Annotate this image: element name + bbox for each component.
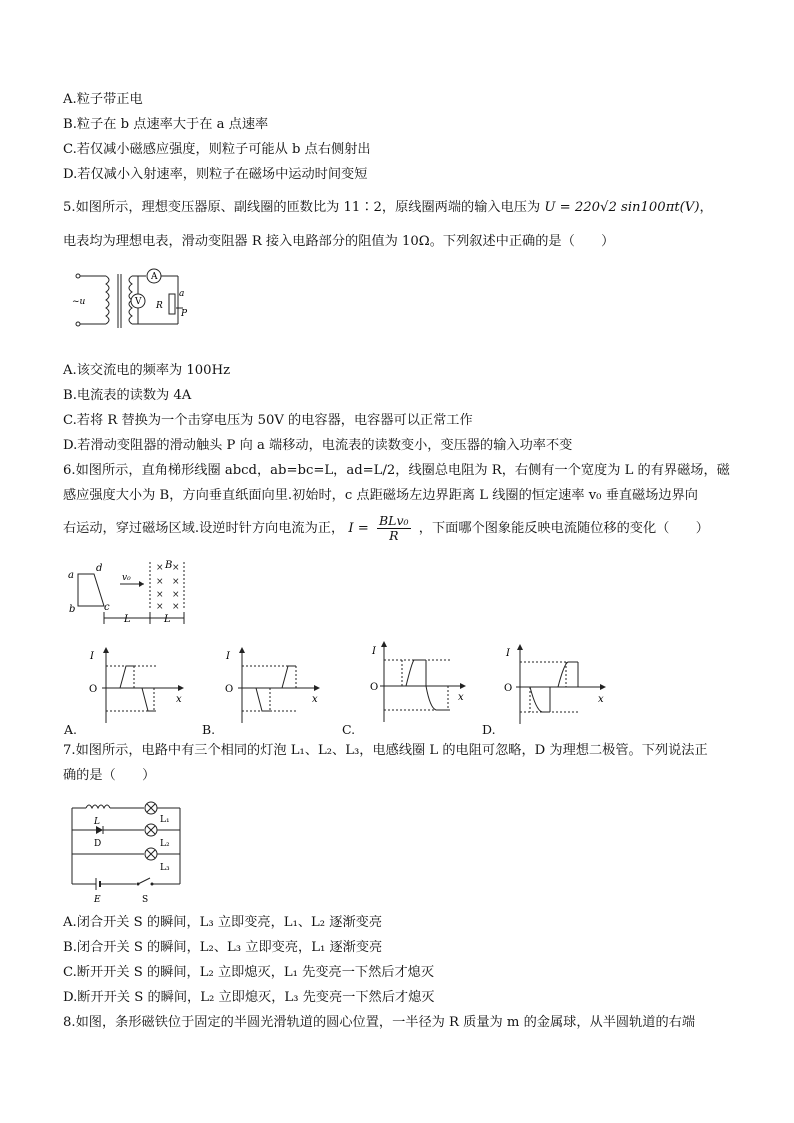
q6-choice-a: A. <box>64 722 78 737</box>
q6-vertex-c: c <box>104 602 110 613</box>
svg-text:×: × <box>172 563 180 573</box>
svg-text:O: O <box>89 684 98 695</box>
q6-graph-c <box>364 638 468 726</box>
q6-formula-numerator: BLv₀ <box>379 513 409 528</box>
q5-stem-text: 5.如图所示，理想变压器原、副线圈的匝数比为 11∶2，原线圈两端的输入电压为 <box>63 200 541 215</box>
q7-option-b: B.闭合开关 S 的瞬间，L₂、L₃ 立即变亮，L₁ 逐渐变亮 <box>63 940 383 955</box>
q6-formula-lhs: I = <box>348 521 369 536</box>
q5-source-label: ~u <box>72 297 86 307</box>
q6-stem-pre: 右运动，穿过磁场区域.设逆时针方向电流为正， <box>63 521 345 536</box>
q6-stem-line3 <box>63 514 709 543</box>
q7-lamp3-label: L₃ <box>160 863 170 873</box>
q7-circuit-figure <box>66 794 186 906</box>
q6-formula-denominator: R <box>389 528 399 543</box>
q4-option-c: C.若仅减小磁感应强度，则粒子可能从 b 点右侧射出 <box>63 142 371 157</box>
q7-switch-label: S <box>142 895 149 905</box>
q5-transformer-figure <box>66 264 196 348</box>
q5-option-b: B.电流表的读数为 4A <box>63 388 192 403</box>
q7-option-d: D.断开开关 S 的瞬间，L₂ 立即熄灭，L₃ 先变亮一下然后才熄灭 <box>63 990 435 1005</box>
svg-text:×: × <box>156 602 164 612</box>
svg-text:O: O <box>225 684 234 695</box>
q5-stem-tail: ， <box>699 200 713 215</box>
q5-option-c: C.若将 R 替换为一个击穿电压为 50V 的电容器，电容器可以正常工作 <box>63 413 473 428</box>
q6-vertex-d: d <box>96 563 103 574</box>
svg-text:I: I <box>226 651 230 662</box>
q6-stem-post: ，下面哪个图象能反映电流随位移的变化（ ） <box>418 521 709 536</box>
q6-graph-a <box>86 645 186 727</box>
q6-stem-line1: 6.如图所示，直角梯形线圈 abcd，ab=bc=L，ad=L/2，线圈总电阻为 R，右侧有一个宽度为 L 的有界磁场，磁 <box>63 463 730 478</box>
q6-velocity-label: v₀ <box>122 573 131 583</box>
svg-text:x: x <box>458 692 464 703</box>
q6-choice-d: D. <box>482 722 496 737</box>
q7-option-a: A.闭合开关 S 的瞬间，L₃ 立即变亮，L₁、L₂ 逐渐变亮 <box>63 915 383 930</box>
svg-text:×: × <box>172 577 180 587</box>
q7-stem-line2: 确的是（ ） <box>63 768 156 783</box>
q6-graph-b <box>222 645 322 727</box>
svg-text:×: × <box>156 577 164 587</box>
q5-option-d: D.若滑动变阻器的滑动触头 P 向 a 端移动，电流表的读数变小，变压器的输入功率不变 <box>63 438 573 453</box>
q6-gap-length: L <box>124 614 131 625</box>
q7-lamp2-label: L₂ <box>160 839 170 849</box>
q6-choice-b: B. <box>202 722 216 737</box>
q5-voltage-formula: U = 220√2 sin100πt(V) <box>544 200 700 215</box>
q5-ammeter-label: A <box>151 272 158 282</box>
q6-formula-fraction <box>377 514 411 543</box>
svg-text:×: × <box>172 602 180 612</box>
q7-battery-label: E <box>94 895 101 905</box>
q5-voltmeter-label: V <box>135 297 142 307</box>
svg-text:×: × <box>156 563 164 573</box>
svg-text:I: I <box>506 648 510 659</box>
q6-coil-figure <box>64 556 194 628</box>
svg-text:x: x <box>312 694 318 705</box>
q8-stem-line1: 8.如图，条形磁铁位于固定的半圆光滑轨道的圆心位置，一半径为 R 质量为 m 的金属球，从半圆轨道的右端 <box>63 1015 696 1030</box>
q7-diode-label: D <box>94 839 102 849</box>
q7-inductor-label: L <box>94 817 100 827</box>
svg-text:x: x <box>176 694 182 705</box>
q6-field-label: B <box>165 560 173 571</box>
q6-graph-d <box>500 642 610 728</box>
svg-text:x: x <box>598 694 604 705</box>
q5-slider-label: P <box>181 309 188 319</box>
q6-vertex-a: a <box>68 570 74 581</box>
q5-stem-line2: 电表均为理想电表，滑动变阻器 R 接入电路部分的阻值为 10Ω。下列叙述中正确的是（ ） <box>63 234 615 249</box>
q4-option-b: B.粒子在 b 点速率大于在 a 点速率 <box>63 117 269 132</box>
svg-text:×: × <box>156 590 164 600</box>
q4-option-d: D.若仅减小入射速率，则粒子在磁场中运动时间变短 <box>63 167 368 182</box>
q7-lamp1-label: L₁ <box>160 815 170 825</box>
q6-stem-line2: 感应强度大小为 B，方向垂直纸面向里.初始时，c 点距磁场左边界距离 L 线圈的恒定速率 v₀ 垂直磁场边界向 <box>63 488 698 503</box>
svg-text:O: O <box>370 682 379 693</box>
q5-option-a: A.该交流电的频率为 100Hz <box>63 363 231 378</box>
svg-text:I: I <box>372 646 376 657</box>
q6-vertex-b: b <box>69 604 76 615</box>
q6-field-width: L <box>164 614 171 625</box>
q7-option-c: C.断开开关 S 的瞬间，L₂ 立即熄灭，L₁ 先变亮一下然后才熄灭 <box>63 965 435 980</box>
q5-resistor-label: R <box>156 301 163 311</box>
svg-text:O: O <box>504 683 513 694</box>
svg-text:×: × <box>172 590 180 600</box>
q7-stem-line1: 7.如图所示，电路中有三个相同的灯泡 L₁、L₂、L₃，电感线圈 L 的电阻可忽略，D 为理想二极管。下列说法正 <box>63 743 708 758</box>
svg-text:I: I <box>90 651 94 662</box>
q5-stem-line1 <box>63 199 713 217</box>
q6-choice-c: C. <box>342 722 356 737</box>
q5-terminal-a-label: a <box>179 289 185 299</box>
q4-option-a: A.粒子带正电 <box>63 92 143 107</box>
